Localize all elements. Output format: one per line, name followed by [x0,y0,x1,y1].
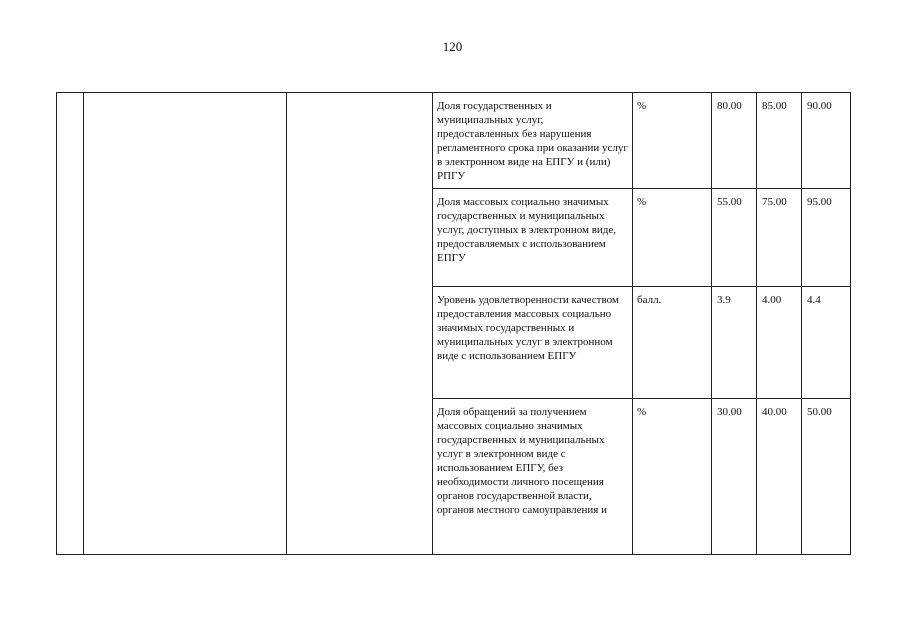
indicator-cell: Доля обращений за получением массовых социально значимых государственных и муниципальных услуг в электронном виде с использованием ЕПГУ, без необходимости личного посещения органов государственной власти, органов местного самоуправления и [433,399,633,555]
number-column-cell [57,93,84,555]
value-cell-2: 85.00 [757,93,802,189]
value-cell-3: 4.4 [802,287,851,399]
name-column-cell [84,93,287,555]
indicators-table [56,92,851,555]
value-cell-2: 4.00 [757,287,802,399]
unit-cell: % [633,399,712,555]
value-cell-2: 75.00 [757,189,802,287]
value-cell-1: 3.9 [712,287,757,399]
value-cell-1: 55.00 [712,189,757,287]
value-cell-1: 30.00 [712,399,757,555]
unit-cell: % [633,189,712,287]
value-cell-3: 50.00 [802,399,851,555]
value-cell-3: 95.00 [802,189,851,287]
value-cell-1: 80.00 [712,93,757,189]
table-row [57,93,851,189]
page-number: 120 [442,39,463,54]
unit-cell: балл. [633,287,712,399]
unit-cell: % [633,93,712,189]
value-cell-2: 40.00 [757,399,802,555]
indicator-cell: Доля массовых социально значимых государственных и муниципальных услуг, доступных в электронном виде, предоставляемых с использованием ЕПГУ [433,189,633,287]
value-cell-3: 90.00 [802,93,851,189]
responsible-column-cell [287,93,433,555]
indicator-cell: Уровень удовлетворенности качеством предоставления массовых социально значимых государственных и муниципальных услуг в электронном виде с использованием ЕПГУ [433,287,633,399]
indicator-cell: Доля государственных и муниципальных услуг, предоставленных без нарушения регламентного срока при оказании услуг в электронном виде на ЕПГУ и (или) РПГУ [433,93,633,189]
